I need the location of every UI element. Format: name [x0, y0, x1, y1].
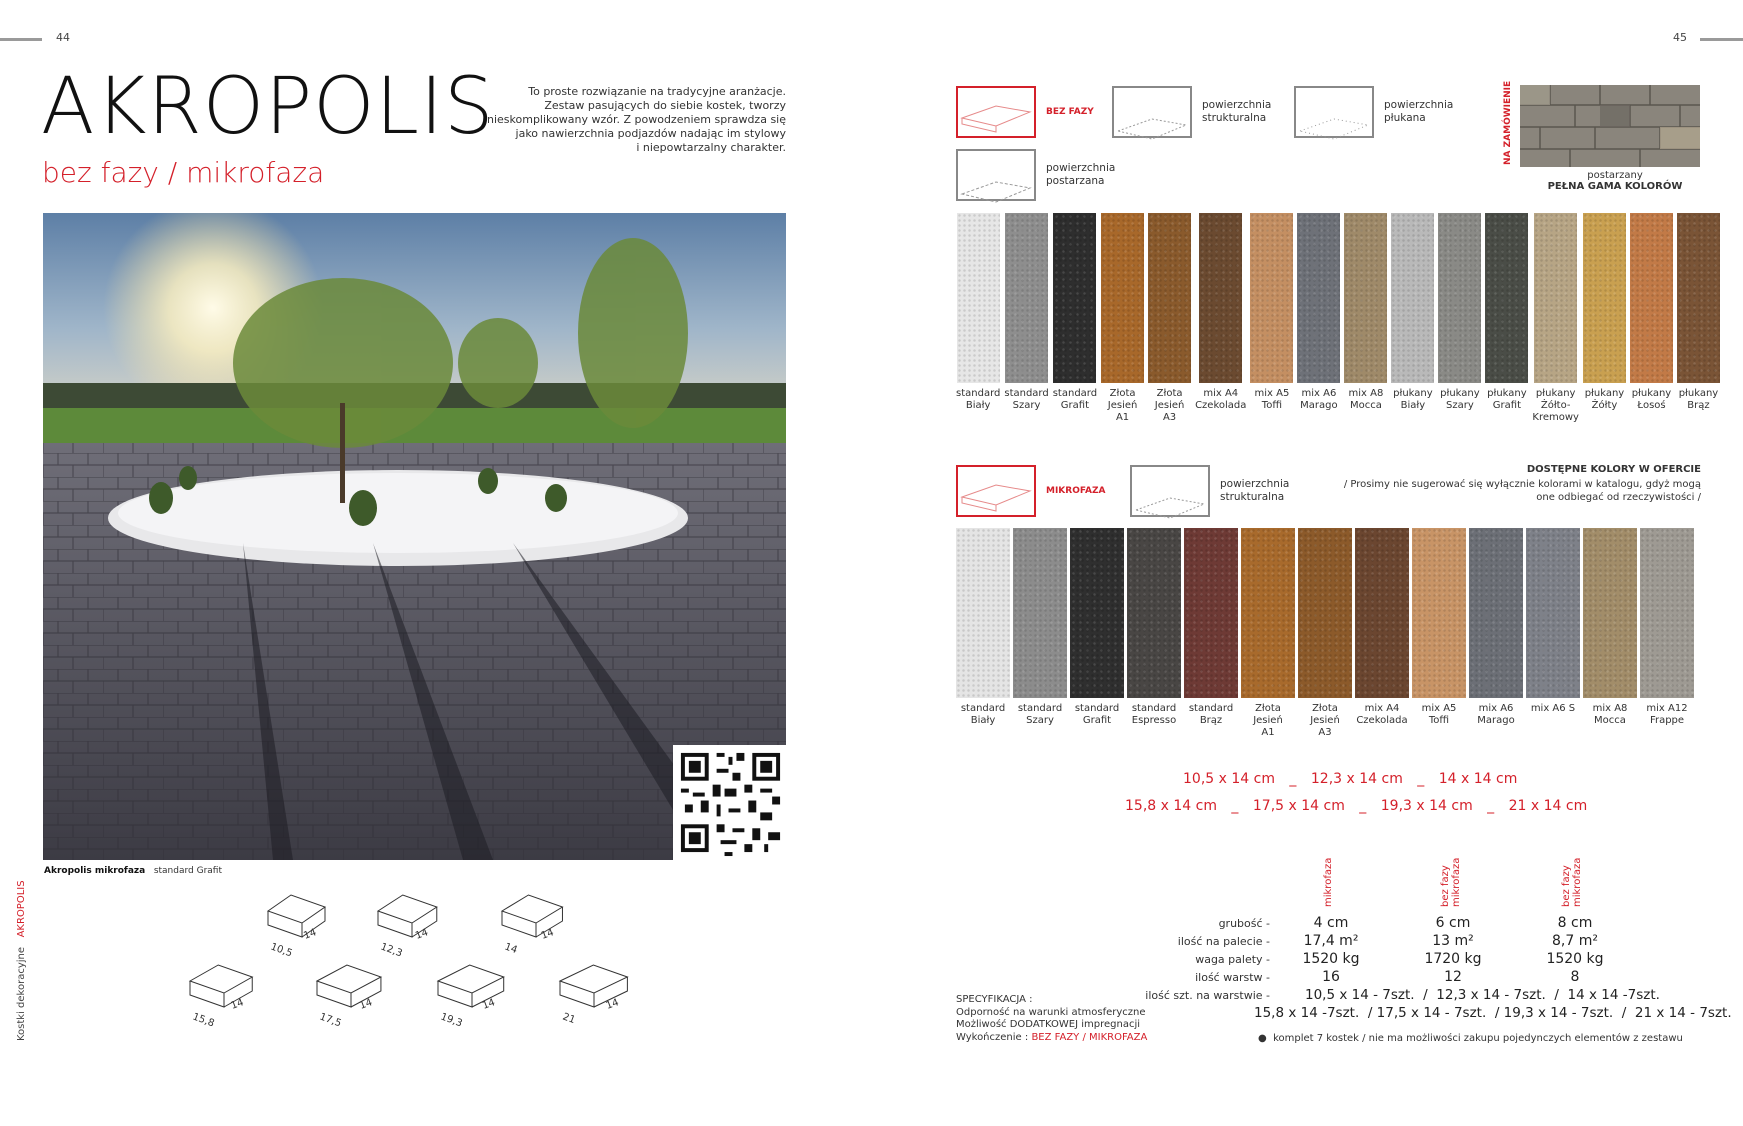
finish-strukturalna — [1112, 86, 1271, 138]
photo-caption — [44, 866, 222, 876]
paver-dim-b: 14 — [358, 997, 374, 1012]
color-swatch — [1241, 528, 1295, 739]
color-swatch — [1127, 528, 1181, 739]
paver-block-top — [268, 895, 325, 923]
finish-postarzana — [956, 149, 1115, 201]
finish-mikrofaza — [956, 465, 1105, 517]
paver-dim-a: 14 — [502, 941, 519, 957]
finish-bez-fazy-icon — [956, 86, 1036, 138]
color-swatch — [956, 213, 1000, 424]
swatch-label: płukany Żółto- Kremowy — [1532, 388, 1579, 423]
finish-postarzana-icon — [956, 149, 1036, 201]
intro-line: Zestaw pasujących do siebie kostek, tworzy — [544, 99, 786, 112]
swatch-tile — [1583, 528, 1637, 698]
na-zamowienie-label: NA ZAMÓWIENIE — [1503, 80, 1513, 165]
color-swatch — [1355, 528, 1409, 739]
size-label: 17,5 x 14 cm — [1252, 798, 1345, 814]
swatch-label: płukany Grafit — [1487, 388, 1527, 411]
swatch-label: standard Biały — [960, 703, 1006, 726]
spec-value: 1520 kg — [1546, 951, 1604, 967]
size-label: 15,8 x 14 cm — [1125, 798, 1217, 814]
finish-mid-strukturalna-icon — [1130, 465, 1210, 517]
swatch-tile — [1344, 213, 1387, 383]
spec-line-2: Możliwość DODATKOWEJ impregnacji — [956, 1019, 1140, 1030]
swatch-tile — [1485, 213, 1528, 383]
swatch-tile — [1640, 528, 1694, 698]
page-number-right: 45 — [1673, 31, 1687, 44]
intro-line: nieskomplikowany wzór. Z powodzeniem sprawdza się — [487, 113, 786, 126]
swatch-label: płukany Brąz — [1678, 388, 1719, 411]
spec-title: SPECYFIKACJA : — [956, 994, 1033, 1005]
swatch-label: Złota Jesień A1 — [1107, 388, 1138, 423]
product-subtitle: bez fazy / mikrofaza — [42, 156, 325, 189]
spec-value: 8,7 m² — [1552, 933, 1598, 949]
spec-line-3 — [956, 1032, 1147, 1045]
swatch-row-bez-fazy — [956, 213, 1720, 424]
swatch-label: mix A5 Toffi — [1254, 388, 1290, 411]
paver-block-top — [378, 895, 437, 923]
zam-caption-2: PEŁNA GAMA KOLORÓW — [1547, 181, 1683, 192]
swatch-label: standard Grafit — [1052, 388, 1098, 411]
color-swatch — [1148, 213, 1191, 424]
swatch-tile — [1412, 528, 1466, 698]
swatch-label: Złota Jesień A3 — [1310, 703, 1340, 738]
available-title: DOSTĘPNE KOLORY W OFERCIE — [1526, 464, 1701, 475]
swatch-label: standard Szary — [1017, 703, 1063, 726]
color-swatch — [1469, 528, 1523, 739]
sizes-row-1 — [1183, 771, 1517, 787]
paver-dim-b: 14 — [414, 927, 430, 942]
finish-strukturalna-icon — [1112, 86, 1192, 138]
spec-value: 1720 kg — [1424, 951, 1482, 967]
paver-blocks-svg — [180, 885, 670, 1050]
swatch-label: mix A4 Czekolada — [1195, 388, 1247, 411]
side-label-product: AKROPOLIS — [16, 880, 27, 938]
swatch-tile — [1355, 528, 1409, 698]
color-swatch — [1195, 213, 1246, 424]
swatch-tile — [1101, 213, 1144, 383]
swatch-tile — [1469, 528, 1523, 698]
swatch-tile — [1199, 213, 1242, 383]
spec-value: 8 cm — [1557, 915, 1593, 931]
spec-line-1: Odporność na warunki atmosferyczne — [956, 1006, 1146, 1018]
intro-line: jako nawierzchnia podjazdów nadając im stylowy — [515, 127, 786, 140]
spec-value: 16 — [1322, 969, 1340, 985]
swatch-tile — [1583, 213, 1626, 383]
size-separator: _ — [1289, 771, 1297, 787]
swatch-tile — [1297, 213, 1340, 383]
swatch-label: płukany Szary — [1440, 388, 1480, 411]
swatch-label: Złota Jesień A3 — [1154, 388, 1185, 423]
spec-value: 6 cm — [1435, 915, 1471, 931]
available-note-1: / Prosimy nie sugerować się wyłącznie kolorami w katalogu, gdyż mogą — [1343, 479, 1701, 490]
finish-mid-strukturalna — [1130, 465, 1289, 517]
color-swatch — [1184, 528, 1238, 739]
swatch-tile — [1013, 528, 1067, 698]
spec-line-3-prefix: Wykończenie : — [956, 1031, 1029, 1043]
size-label: 19,3 x 14 cm — [1380, 798, 1473, 814]
size-label: 21 x 14 cm — [1508, 798, 1588, 814]
swatch-tile — [1391, 213, 1434, 383]
paver-dim-b: 14 — [302, 927, 318, 942]
side-label — [16, 880, 27, 1041]
size-label: 12,3 x 14 cm — [1310, 771, 1403, 787]
swatch-tile — [1630, 213, 1673, 383]
swatch-label: standard Szary — [1004, 388, 1049, 411]
intro-line: i niepowtarzalny charakter. — [636, 141, 786, 154]
page-rule-left — [0, 38, 42, 41]
swatch-tile — [1250, 213, 1293, 383]
color-swatch — [1532, 213, 1579, 424]
paver-dim-b: 14 — [229, 997, 246, 1012]
available-colors-note — [1344, 463, 1701, 504]
swatch-tile — [1184, 528, 1238, 698]
color-swatch — [1412, 528, 1466, 739]
swatch-label: mix A4 Czekolada — [1356, 703, 1408, 726]
color-swatch — [1101, 213, 1144, 424]
color-swatch — [1250, 213, 1293, 424]
paver-dim-a: 21 — [560, 1011, 577, 1027]
caption-product: Akropolis mikrofaza — [44, 866, 146, 876]
paver-dim-b: 14 — [539, 927, 556, 942]
swatch-label: mix A6 S — [1530, 703, 1576, 714]
col-head-1: mikrofaza — [1323, 857, 1334, 907]
color-swatch — [1438, 213, 1481, 424]
paver-block — [268, 895, 325, 959]
color-swatch — [1485, 213, 1528, 424]
footnote-text: komplet 7 kostek / nie ma możliwości zakupu pojedynczych elementów z zestawu — [1273, 1033, 1683, 1044]
color-swatch — [1013, 528, 1067, 739]
size-label: 10,5 x 14 cm — [1183, 771, 1275, 787]
swatch-tile — [1438, 213, 1481, 383]
swatch-label: mix A12 Frappe — [1646, 703, 1688, 726]
finish-mikrofaza-icon — [956, 465, 1036, 517]
color-swatch — [1297, 213, 1340, 424]
finish-postarzana-label: powierzchnia postarzana — [1046, 162, 1116, 187]
swatch-tile — [1677, 213, 1720, 383]
spec-value: 4 cm — [1313, 915, 1349, 931]
paver-block-top — [438, 965, 504, 993]
swatch-label: płukany Żółty — [1584, 388, 1625, 411]
color-swatch — [1298, 528, 1352, 739]
bullet-icon: ● — [1258, 1033, 1270, 1044]
swatch-tile — [1526, 528, 1580, 698]
paver-dim-b: 14 — [604, 997, 621, 1012]
swatch-tile — [1298, 528, 1352, 698]
swatch-label: standard Grafit — [1074, 703, 1120, 726]
postarzany-photo — [1520, 85, 1700, 167]
swatch-tile — [1127, 528, 1181, 698]
swatch-tile — [956, 528, 1010, 698]
paver-sizes-diagram — [180, 885, 670, 1050]
paver-block-top — [560, 965, 627, 993]
finish-plukana-icon — [1294, 86, 1374, 138]
sizes-row-2 — [1125, 798, 1587, 814]
color-swatch — [1070, 528, 1124, 739]
swatch-label: mix A8 Mocca — [1592, 703, 1628, 726]
paver-block — [502, 895, 562, 956]
color-swatch — [1583, 213, 1626, 424]
layer-line-1: 10,5 x 14 - 7szt. / 12,3 x 14 - 7szt. / 14 x 14 -7szt. — [1305, 987, 1660, 1003]
spec-value: 1520 kg — [1302, 951, 1360, 967]
size-separator: _ — [1231, 798, 1239, 814]
finish-mid-strukturalna-label: powierzchnia strukturalna — [1220, 478, 1290, 503]
col-head-2: bez fazy mikrofaza — [1440, 857, 1462, 907]
finish-strukturalna-label: powierzchnia strukturalna — [1202, 99, 1272, 124]
swatch-label: mix A8 Mocca — [1348, 388, 1384, 411]
color-swatch — [1583, 528, 1637, 739]
swatch-tile — [1534, 213, 1577, 383]
swatch-label: standard Brąz — [1188, 703, 1234, 726]
product-title: AKROPOLIS — [41, 62, 495, 152]
paver-dim-a: 10,5 — [268, 941, 294, 960]
intro-line: To proste rozwiązanie na tradycyjne aranżacje. — [528, 85, 786, 98]
finish-bez-fazy — [956, 86, 1094, 138]
finish-mikrofaza-label: MIKROFAZA — [1046, 485, 1106, 496]
swatch-label: płukany Biały — [1393, 388, 1433, 411]
footnote — [1258, 1033, 1683, 1044]
swatch-label: mix A6 Marago — [1477, 703, 1515, 726]
color-swatch — [956, 528, 1010, 739]
spec-value: 17,4 m² — [1303, 933, 1359, 949]
spec-row-label: waga palety - — [1195, 953, 1270, 966]
spec-row-label: grubość - — [1218, 917, 1270, 930]
page-number-left: 44 — [56, 31, 70, 44]
paver-block-top — [317, 965, 381, 993]
swatch-tile — [1005, 213, 1048, 383]
spec-value: 13 m² — [1432, 933, 1474, 949]
spec-row-label: ilość warstw - — [1195, 971, 1270, 984]
page-rule-right — [1700, 38, 1743, 41]
size-separator: _ — [1359, 798, 1367, 814]
swatch-label: standard Espresso — [1131, 703, 1177, 726]
spec-value: 12 — [1444, 969, 1462, 985]
paver-dim-a: 17,5 — [317, 1011, 343, 1030]
paver-dim-a: 12,3 — [378, 941, 404, 960]
swatch-row-mikrofaza — [956, 528, 1694, 739]
side-label-category: Kostki dekoracyjne — [16, 946, 27, 1041]
color-swatch — [1344, 213, 1387, 424]
swatch-label: mix A6 Marago — [1300, 388, 1338, 411]
size-separator: _ — [1417, 771, 1425, 787]
paver-block-top — [502, 895, 562, 923]
swatch-tile — [957, 213, 1000, 383]
spec-line-3-value: BEZ FAZY / MIKROFAZA — [1031, 1031, 1148, 1043]
paver-dim-a: 15,8 — [190, 1011, 216, 1030]
paver-dim-b: 14 — [480, 997, 497, 1012]
qr-code[interactable] — [673, 745, 788, 860]
finish-plukana — [1294, 86, 1453, 138]
color-swatch — [1004, 213, 1048, 424]
spec-layer-label: ilość szt. na warstwie - — [1145, 989, 1270, 1002]
swatch-tile — [1241, 528, 1295, 698]
col-head-3: bez fazy mikrofaza — [1561, 857, 1583, 907]
paver-block-top — [190, 965, 252, 993]
paver-block — [438, 965, 504, 1029]
spec-row-label: ilość na palecie - — [1177, 935, 1270, 948]
swatch-label: mix A5 Toffi — [1421, 703, 1457, 726]
zam-caption-1: postarzany — [1587, 170, 1643, 181]
color-swatch — [1526, 528, 1580, 739]
color-swatch — [1630, 213, 1673, 424]
color-swatch — [1053, 213, 1097, 424]
specification-block — [956, 994, 1147, 1044]
size-separator: _ — [1487, 798, 1495, 814]
finish-bez-fazy-label: BEZ FAZY — [1046, 106, 1094, 117]
caption-color: standard Grafit — [153, 866, 222, 876]
paver-block — [317, 965, 381, 1029]
swatch-label: Złota Jesień A1 — [1253, 703, 1283, 738]
color-swatch — [1391, 213, 1434, 424]
paver-dim-a: 19,3 — [438, 1011, 464, 1030]
swatch-tile — [1070, 528, 1124, 698]
spec-value: 8 — [1570, 969, 1580, 985]
paver-block — [378, 895, 437, 959]
finish-plukana-label: powierzchnia płukana — [1384, 99, 1454, 124]
layer-line-2: 15,8 x 14 -7szt. / 17,5 x 14 - 7szt. / 19,3 x 14 - 7szt. / 21 x 14 - 7szt. — [1254, 1005, 1732, 1021]
color-swatch — [1677, 213, 1720, 424]
zam-caption — [1530, 170, 1700, 192]
available-note-2: one odbiegać od rzeczywistości / — [1536, 492, 1701, 503]
swatch-label: standard Biały — [956, 388, 1001, 411]
swatch-tile — [1053, 213, 1096, 383]
size-label: 14 x 14 cm — [1438, 771, 1518, 787]
intro-text — [470, 85, 786, 155]
paver-block — [190, 965, 252, 1029]
color-swatch — [1640, 528, 1694, 739]
paver-block — [560, 965, 627, 1026]
swatch-label: płukany Łosoś — [1631, 388, 1672, 411]
swatch-tile — [1148, 213, 1191, 383]
